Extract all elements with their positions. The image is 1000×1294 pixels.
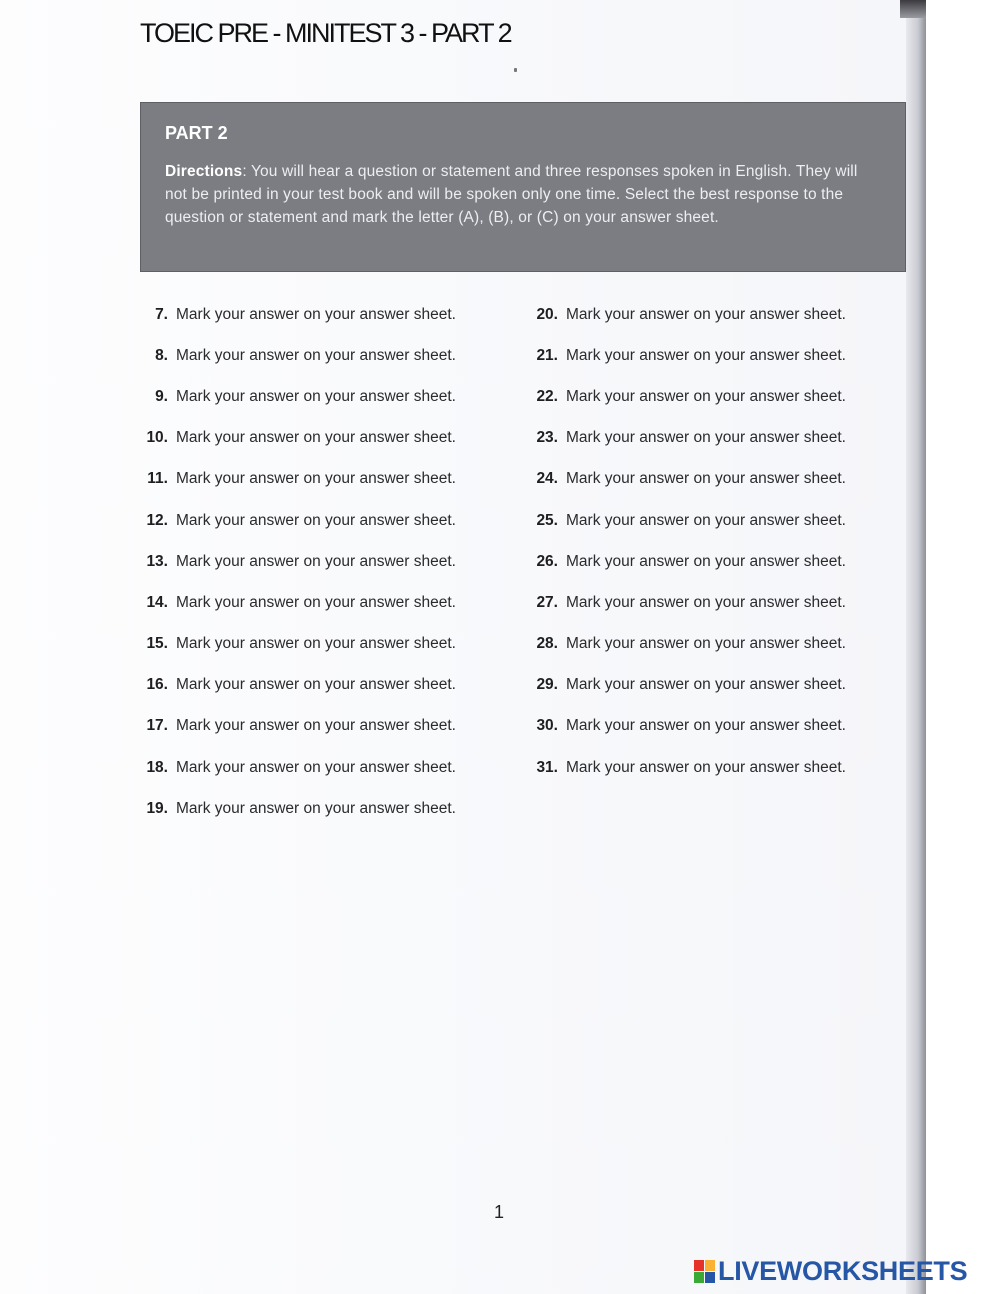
question-text: Mark your answer on your answer sheet. <box>566 593 846 611</box>
question-text: Mark your answer on your answer sheet. <box>176 676 456 694</box>
question-item <box>134 500 456 541</box>
question-text: Mark your answer on your answer sheet. <box>176 346 456 364</box>
question-item <box>524 747 846 788</box>
question-item <box>524 582 846 623</box>
question-text: Mark your answer on your answer sheet. <box>176 758 456 776</box>
question-number: 28. <box>536 635 558 653</box>
question-number: 8. <box>155 346 168 364</box>
question-number: 29. <box>536 676 558 694</box>
question-item <box>524 624 846 665</box>
logo-text: LIVEWORKSHEETS <box>718 1256 968 1286</box>
directions-label: Directions <box>165 163 243 180</box>
question-number: 12. <box>146 511 168 529</box>
question-text: Mark your answer on your answer sheet. <box>566 552 846 570</box>
question-number: 15. <box>146 635 168 653</box>
question-item <box>134 706 456 747</box>
logo-square <box>705 1260 715 1271</box>
question-number: 25. <box>536 511 558 529</box>
question-text: Mark your answer on your answer sheet. <box>176 635 456 653</box>
question-text: Mark your answer on your answer sheet. <box>566 635 846 653</box>
question-item <box>524 459 846 500</box>
question-item <box>134 788 456 829</box>
question-number: 16. <box>146 676 168 694</box>
logo-square <box>694 1272 704 1283</box>
question-text: Mark your answer on your answer sheet. <box>176 799 456 817</box>
directions-body: : You will hear a question or statement and three responses spoken in English. They will not be printed in your test book and will be spoken only one time. Select the best response to the question or statement and mark the letter (A), (B), or (C) on your answer sheet. <box>165 163 858 226</box>
question-number: 30. <box>536 717 558 735</box>
question-number: 14. <box>146 593 168 611</box>
question-text: Mark your answer on your answer sheet. <box>566 758 846 776</box>
question-number: 26. <box>536 552 558 570</box>
worksheet-title: TOEIC PRE - MINITEST 3 - PART 2 <box>140 18 511 48</box>
question-item <box>524 335 846 376</box>
question-text: Mark your answer on your answer sheet. <box>176 511 456 529</box>
question-text: Mark your answer on your answer sheet. <box>566 470 846 488</box>
question-text: Mark your answer on your answer sheet. <box>566 387 846 405</box>
question-number: 22. <box>536 387 558 405</box>
question-item <box>134 747 456 788</box>
question-number: 19. <box>146 799 168 817</box>
question-number: 9. <box>155 387 168 405</box>
question-number: 27. <box>536 593 558 611</box>
question-text: Mark your answer on your answer sheet. <box>176 429 456 447</box>
question-item <box>524 376 846 417</box>
question-number: 18. <box>146 758 168 776</box>
question-item <box>134 418 456 459</box>
question-text: Mark your answer on your answer sheet. <box>176 305 456 323</box>
question-text: Mark your answer on your answer sheet. <box>566 429 846 447</box>
question-number: 24. <box>536 470 558 488</box>
question-text: Mark your answer on your answer sheet. <box>176 470 456 488</box>
question-item <box>524 665 846 706</box>
scan-speck <box>514 68 517 72</box>
question-item <box>134 582 456 623</box>
logo-squares-icon <box>694 1260 715 1283</box>
question-number: 11. <box>147 470 168 488</box>
question-item <box>524 541 846 582</box>
question-item <box>524 294 846 335</box>
question-item <box>134 459 456 500</box>
question-text: Mark your answer on your answer sheet. <box>566 676 846 694</box>
question-number: 17. <box>146 717 168 735</box>
question-text: Mark your answer on your answer sheet. <box>176 717 456 735</box>
question-item <box>524 706 846 747</box>
part-heading: PART 2 <box>165 123 228 143</box>
question-column-left <box>134 294 456 829</box>
question-item <box>524 500 846 541</box>
question-text: Mark your answer on your answer sheet. <box>176 552 456 570</box>
directions-text <box>165 160 881 229</box>
question-text: Mark your answer on your answer sheet. <box>566 511 846 529</box>
question-item <box>134 541 456 582</box>
logo-square <box>705 1272 715 1283</box>
question-item <box>134 624 456 665</box>
question-number: 13. <box>146 552 168 570</box>
question-item <box>134 665 456 706</box>
question-text: Mark your answer on your answer sheet. <box>566 717 846 735</box>
question-text: Mark your answer on your answer sheet. <box>176 387 456 405</box>
question-text: Mark your answer on your answer sheet. <box>176 593 456 611</box>
question-item <box>134 335 456 376</box>
question-column-right <box>524 294 846 788</box>
question-number: 31. <box>536 758 558 776</box>
page-number: 1 <box>494 1202 505 1222</box>
liveworksheets-logo <box>694 1256 967 1287</box>
question-item <box>524 418 846 459</box>
directions-box <box>140 102 906 272</box>
scan-corner-mark <box>900 0 926 18</box>
question-number: 10. <box>146 429 168 447</box>
question-number: 20. <box>536 305 558 323</box>
question-item <box>134 376 456 417</box>
logo-square <box>694 1260 704 1271</box>
question-number: 21. <box>536 346 558 364</box>
question-item <box>134 294 456 335</box>
page-edge-shadow <box>906 0 926 1294</box>
question-number: 23. <box>536 429 558 447</box>
question-text: Mark your answer on your answer sheet. <box>566 346 846 364</box>
question-text: Mark your answer on your answer sheet. <box>566 305 846 323</box>
question-number: 7. <box>155 305 168 323</box>
